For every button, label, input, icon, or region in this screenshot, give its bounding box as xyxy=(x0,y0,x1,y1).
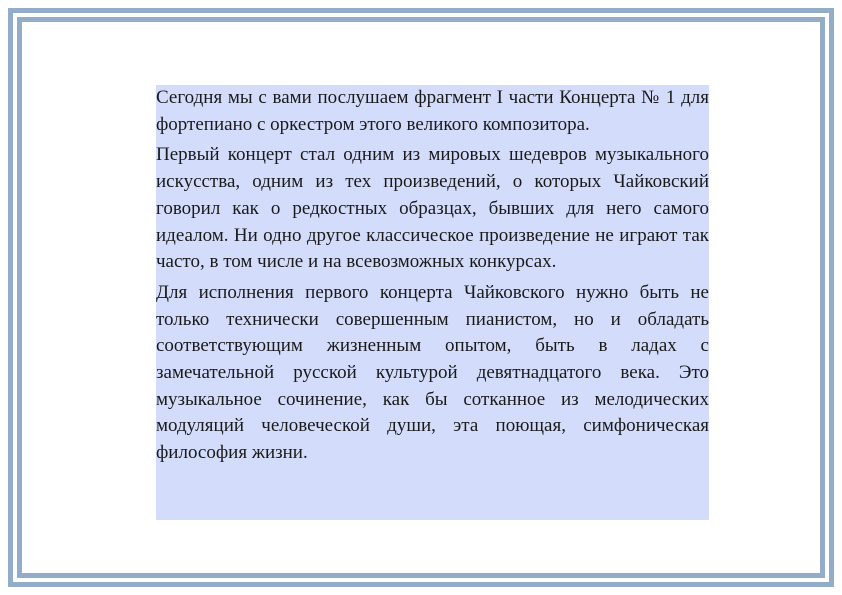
paragraph-performance: Для исполнения первого концерта Чайковского нужно быть не только технически совершенным пианистом, но и обладать соответствующим жизненным опытом, быть в ладах с замечательной русской культурой девятнадцатого века. Это музыкальное сочинение, как бы сотканное из мелодических модуляций человеческой души, эта поющая, симфоническая философия жизни. xyxy=(156,281,709,464)
paragraph-intro: Сегодня мы с вами послушаем фрагмент I части Концерта № 1 для фортепиано с оркестром этого великого композитора. xyxy=(156,87,709,135)
text-block xyxy=(156,85,709,520)
paragraph-first-concert: Первый концерт стал одним из мировых шедевров музыкального искусства, одним из тех произведений, о которых Чайковский говорил как о редкостных образцах, бывших для него самого идеалом. Ни одно другое классическое произведение не играют так часто, в том числе и на всевозможных конкурсах. xyxy=(156,144,709,273)
